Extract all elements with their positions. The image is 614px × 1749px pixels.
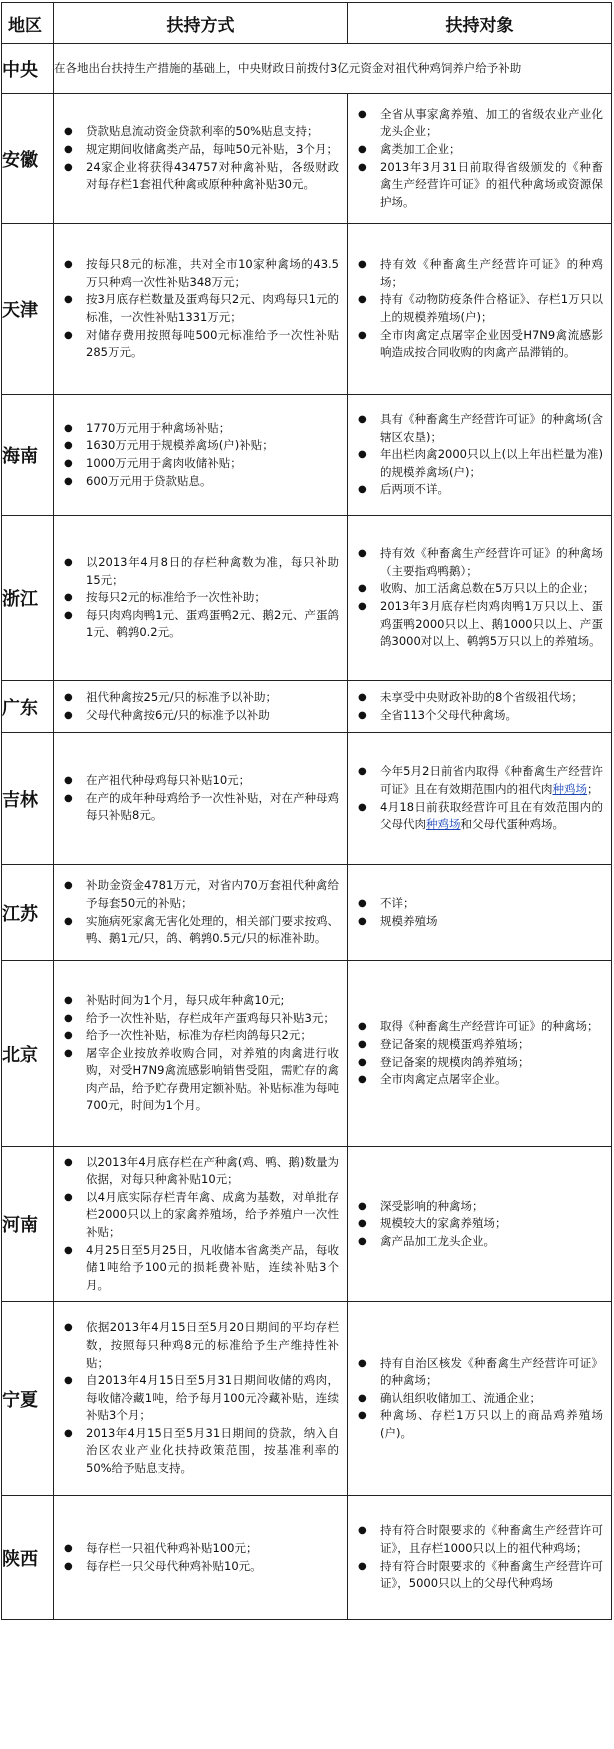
region-cell: 安徽 bbox=[2, 94, 54, 224]
header-method: 扶持方式 bbox=[54, 3, 348, 44]
list-item: ● 全省从事家禽养殖、加工的省级农业产业化龙头企业； bbox=[354, 106, 603, 141]
list-item: ● 年出栏肉禽2000只以上(以上年出栏量为准)的规模养禽场(户)； bbox=[354, 446, 603, 481]
list-item: ● 全市肉禽定点屠宰企业。 bbox=[354, 1071, 603, 1089]
target-list bbox=[348, 891, 611, 934]
list-item: ● 在产的成年种母鸡给予一次性补贴，对在产种母鸡每只补贴8元。 bbox=[60, 790, 339, 825]
list-item: ● 收购、加工活禽总数在5万只以上的企业； bbox=[354, 580, 603, 598]
list-item: ● 全市肉禽定点屠宰企业因受H7N9禽流感影响造成按合同收购的肉禽产品滞销的。 bbox=[354, 327, 603, 362]
list-item: ● 持有自治区核发《种畜禽生产经营许可证》的种禽场； bbox=[354, 1355, 603, 1390]
target-cell bbox=[348, 94, 612, 224]
method-list bbox=[54, 1315, 347, 1481]
list-item: ● 对储存费用按照每吨500元标准给予一次性补贴285万元。 bbox=[60, 327, 339, 362]
list-item: ● 全省113个父母代种禽场。 bbox=[354, 707, 603, 725]
region-cell: 宁夏 bbox=[2, 1302, 54, 1496]
list-item: ● 2013年4月15日至5月31日期间的贷款，纳入自治区农业产业化扶持政策范围，按基准利率的50%给予贴息支持。 bbox=[60, 1425, 339, 1478]
list-item: ● 持有符合时限要求的《种畜禽生产经营许可证》，且存栏1000只以上的祖代种鸡场； bbox=[354, 1522, 603, 1557]
method-list bbox=[54, 988, 347, 1119]
keyword-link[interactable]: 种鸡场 bbox=[426, 817, 461, 832]
table-row bbox=[2, 961, 612, 1147]
list-item: ● 屠宰企业按放养收购合同，对养殖的肉禽进行收购，对受H7N9禽流感影响销售受阻，需贮存的禽肉产品，给予贮存费用定额补贴。补贴标准为每吨700元，时间为1个月。 bbox=[60, 1045, 339, 1115]
list-item: ● 禽类加工企业； bbox=[354, 141, 603, 159]
method-cell bbox=[54, 395, 348, 516]
keyword-link[interactable]: 种鸡场 bbox=[552, 781, 587, 796]
list-item: ● 父母代种禽按6元/只的标准予以补助 bbox=[60, 707, 339, 725]
list-item: ● 种禽场、存栏1万只以上的商品鸡养殖场(户)。 bbox=[354, 1407, 603, 1442]
target-cell bbox=[348, 681, 612, 733]
method-cell bbox=[54, 1496, 348, 1620]
list-item: ● 贷款贴息流动资金贷款利率的50%贴息支持； bbox=[60, 123, 339, 141]
method-list bbox=[54, 252, 347, 366]
list-item: ● 以2013年4月底存栏在产种禽(鸡、鸭、鹅)数量为依据，对每只种禽补贴10元； bbox=[60, 1154, 339, 1189]
target-list bbox=[348, 1194, 611, 1255]
method-cell bbox=[54, 1147, 348, 1302]
target-cell bbox=[348, 1147, 612, 1302]
list-item: ● 4月18日前获取经营许可且在有效范围内的父母代肉种鸡场和父母代蛋种鸡场。 bbox=[354, 799, 603, 834]
method-list bbox=[54, 873, 347, 951]
method-list bbox=[54, 119, 347, 197]
header-target: 扶持对象 bbox=[348, 3, 612, 44]
list-item: ● 具有《种畜禽生产经营许可证》的种禽场(含辖区农垦)； bbox=[354, 411, 603, 446]
list-item: ● 在产祖代种母鸡每只补贴10元； bbox=[60, 772, 339, 790]
method-list bbox=[54, 768, 347, 829]
method-list bbox=[54, 550, 347, 646]
region-cell: 浙江 bbox=[2, 516, 54, 681]
list-item: ● 1000万元用于禽肉收储补贴； bbox=[60, 455, 339, 473]
support-policy-table bbox=[1, 2, 612, 1620]
table-row bbox=[2, 94, 612, 224]
method-cell bbox=[54, 516, 348, 681]
region-cell: 吉林 bbox=[2, 733, 54, 865]
list-item: ● 1630万元用于规模养禽场(户)补贴； bbox=[60, 437, 339, 455]
region-cell: 河南 bbox=[2, 1147, 54, 1302]
region-cell: 北京 bbox=[2, 961, 54, 1147]
list-item: ● 每只肉鸡肉鸭1元、蛋鸡蛋鸭2元、鹅2元、产蛋鸽1元、鹌鹑0.2元。 bbox=[60, 607, 339, 642]
list-item: ● 给予一次性补贴，标准为存栏肉鸽每只2元； bbox=[60, 1027, 339, 1045]
target-list bbox=[348, 541, 611, 655]
target-cell bbox=[348, 1302, 612, 1496]
list-item: ● 给予一次性补贴，存栏成年产蛋鸡每只补贴3元； bbox=[60, 1010, 339, 1028]
region-cell: 天津 bbox=[2, 224, 54, 395]
target-cell bbox=[348, 865, 612, 961]
list-item: ● 持有效《种畜禽生产经营许可证》的种鸡场； bbox=[354, 256, 603, 291]
list-item: ● 规定期间收储禽类产品，每吨50元补贴，3个月； bbox=[60, 141, 339, 159]
list-item: ● 依据2013年4月15日至5月20日期间的平均存栏数，按照每只种鸡8元的标准给予生产维持性补贴； bbox=[60, 1319, 339, 1372]
header-region: 地区 bbox=[2, 3, 54, 44]
list-item: ● 登记备案的规模肉鸽养殖场； bbox=[354, 1054, 603, 1072]
list-item: ● 24家企业将获得434757对种禽补贴，各级财政对每存栏1套祖代种禽或原种种禽补贴30元。 bbox=[60, 159, 339, 194]
list-item: ● 以2013年4月8日的存栏种禽数为准，每只补助15元； bbox=[60, 554, 339, 589]
list-item: ● 2013年3月31日前取得省级颁发的《种畜禽生产经营许可证》的祖代种禽场或资源保护场。 bbox=[354, 159, 603, 212]
region-cell: 中央 bbox=[2, 44, 54, 94]
central-text: 在各地出台扶持生产措施的基础上，中央财政日前拨付3亿元资金对祖代种鸡饲养户给予补助 bbox=[54, 44, 612, 94]
target-list bbox=[348, 1351, 611, 1447]
target-cell bbox=[348, 961, 612, 1147]
list-item: ● 持有符合时限要求的《种畜禽生产经营许可证》，5000只以上的父母代种鸡场 bbox=[354, 1558, 603, 1593]
table-row bbox=[2, 1496, 612, 1620]
method-list bbox=[54, 1150, 347, 1299]
method-cell bbox=[54, 865, 348, 961]
target-list bbox=[348, 759, 611, 837]
header-row bbox=[2, 3, 612, 44]
target-list bbox=[348, 102, 611, 216]
list-item: ● 禽产品加工龙头企业。 bbox=[354, 1233, 603, 1251]
target-cell bbox=[348, 224, 612, 395]
list-item: ● 以4月底实际存栏青年禽、成禽为基数，对单批存栏2000只以上的家禽养殖场，给予养殖户一次性补贴； bbox=[60, 1189, 339, 1242]
list-item: ● 取得《种畜禽生产经营许可证》的种禽场； bbox=[354, 1018, 603, 1036]
list-item: ● 未享受中央财政补助的8个省级祖代场； bbox=[354, 689, 603, 707]
method-cell bbox=[54, 733, 348, 865]
list-item: ● 持有效《种畜禽生产经营许可证》的种禽场（主要指鸡鸭鹅）； bbox=[354, 545, 603, 580]
method-cell bbox=[54, 224, 348, 395]
list-item: ● 每存栏一只父母代种鸡补贴10元。 bbox=[60, 1558, 339, 1576]
list-item: ● 每存栏一只祖代种鸡补贴100元； bbox=[60, 1540, 339, 1558]
list-item: ● 深受影响的种禽场； bbox=[354, 1198, 603, 1216]
target-list bbox=[348, 1014, 611, 1092]
target-list bbox=[348, 685, 611, 728]
list-item: ● 实施病死家禽无害化处理的，相关部门要求按鸡、鸭、鹅1元/只，鸽、鹌鹑0.5元/只的标准补助。 bbox=[60, 913, 339, 948]
region-rows bbox=[2, 94, 612, 1620]
target-list bbox=[348, 407, 611, 503]
method-cell bbox=[54, 94, 348, 224]
table-row bbox=[2, 1302, 612, 1496]
region-cell: 陕西 bbox=[2, 1496, 54, 1620]
list-item: ● 登记备案的规模蛋鸡养殖场； bbox=[354, 1036, 603, 1054]
target-list bbox=[348, 252, 611, 366]
table-row bbox=[2, 681, 612, 733]
table-row bbox=[2, 733, 612, 865]
list-item: ● 今年5月2日前省内取得《种畜禽生产经营许可证》且在有效期范围内的祖代肉种鸡场； bbox=[354, 763, 603, 798]
method-list bbox=[54, 685, 347, 728]
list-item: ● 2013年3月底存栏肉鸡肉鸭1万只以上、蛋鸡蛋鸭2000只以上、鹅1000只以上、产蛋鸽3000对以上、鹌鹑5万只以上的养殖场。 bbox=[354, 598, 603, 651]
method-cell bbox=[54, 1302, 348, 1496]
list-item: ● 规模较大的家禽养殖场； bbox=[354, 1215, 603, 1233]
list-item: ● 后两项不详。 bbox=[354, 481, 603, 499]
list-item: ● 按每只2元的标准给予一次性补助； bbox=[60, 589, 339, 607]
list-item: ● 自2013年4月15日至5月31日期间收储的鸡肉，每收储冷藏1吨，给予每月100元冷藏补贴，连续补贴3个月； bbox=[60, 1372, 339, 1425]
list-item: ● 1770万元用于种禽场补贴； bbox=[60, 420, 339, 438]
target-cell bbox=[348, 733, 612, 865]
list-item: ● 600万元用于贷款贴息。 bbox=[60, 473, 339, 491]
table-row bbox=[2, 395, 612, 516]
method-cell bbox=[54, 681, 348, 733]
table-row bbox=[2, 224, 612, 395]
list-item: ● 持有《动物防疫条件合格证》、存栏1万只以上的规模养殖场(户)； bbox=[354, 291, 603, 326]
region-cell: 江苏 bbox=[2, 865, 54, 961]
table-row bbox=[2, 1147, 612, 1302]
target-cell bbox=[348, 516, 612, 681]
region-cell: 海南 bbox=[2, 395, 54, 516]
target-cell bbox=[348, 1496, 612, 1620]
target-list bbox=[348, 1518, 611, 1596]
region-cell: 广东 bbox=[2, 681, 54, 733]
table-row bbox=[2, 865, 612, 961]
table-row bbox=[2, 516, 612, 681]
list-item: ● 补助金资金4781万元，对省内70万套祖代种禽给予每套50元的补贴； bbox=[60, 877, 339, 912]
method-list bbox=[54, 416, 347, 494]
target-cell bbox=[348, 395, 612, 516]
list-item: ● 祖代种禽按25元/只的标准予以补助； bbox=[60, 689, 339, 707]
list-item: ● 4月25日至5月25日，凡收储本省禽类产品，每收储1吨给予100元的损耗费补贴，连续补贴3个月。 bbox=[60, 1242, 339, 1295]
method-cell bbox=[54, 961, 348, 1147]
list-item: ● 补贴时间为1个月，每只成年种禽10元; bbox=[60, 992, 339, 1010]
table-row-central bbox=[2, 44, 612, 94]
method-list bbox=[54, 1536, 347, 1579]
list-item: ● 不详； bbox=[354, 895, 603, 913]
list-item: ● 确认组织收储加工、流通企业； bbox=[354, 1390, 603, 1408]
list-item: ● 按3月底存栏数量及蛋鸡每只2元、肉鸡每只1元的标准，一次性补贴1331万元； bbox=[60, 291, 339, 326]
list-item: ● 规模养殖场 bbox=[354, 913, 603, 931]
list-item: ● 按每只8元的标准，共对全市10家种禽场的43.5万只种鸡一次性补贴348万元； bbox=[60, 256, 339, 291]
